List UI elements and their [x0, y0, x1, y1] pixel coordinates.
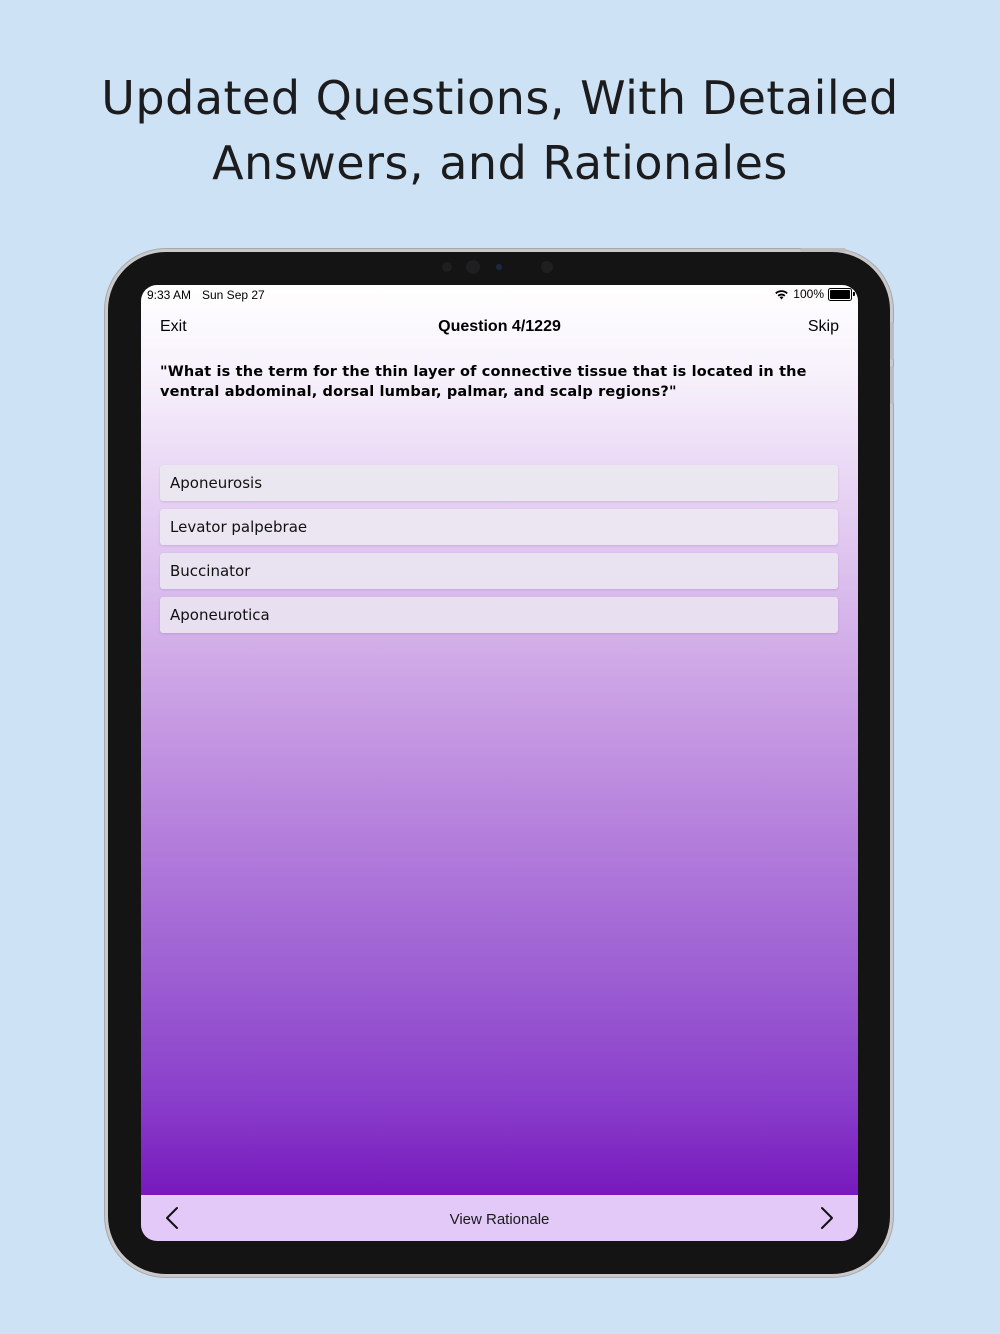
status-time: 9:33 AM — [147, 288, 192, 302]
headline-line-1: Updated Questions, With Detailed — [101, 71, 899, 125]
exit-button[interactable]: Exit — [160, 318, 187, 335]
answer-option-aponeurosis[interactable]: Aponeurosis — [160, 465, 838, 501]
answer-list — [160, 465, 838, 641]
headline-line-2: Answers, and Rationales — [212, 136, 788, 190]
answer-option-aponeurotica[interactable]: Aponeurotica — [160, 597, 838, 633]
camera-lens-icon — [466, 260, 480, 274]
camera-icon — [442, 262, 452, 272]
status-indicators — [774, 287, 852, 301]
navigation-bar — [141, 315, 858, 341]
volume-up-button — [890, 322, 894, 360]
top-button — [800, 248, 846, 252]
view-rationale-button[interactable] — [141, 1211, 858, 1228]
battery-level — [830, 290, 850, 299]
question-text: "What is the term for the thin layer of connective tissue that is located in the ventral abdominal, dorsal lumbar, palmar, and scalp regions?" — [160, 364, 807, 400]
chevron-right-icon[interactable] — [816, 1206, 836, 1230]
answer-option-buccinator[interactable]: Buccinator — [160, 553, 838, 589]
app-screen — [141, 285, 858, 1241]
sensor-dot-icon — [541, 261, 553, 273]
answer-option-levator-palpebrae[interactable]: Levator palpebrae — [160, 509, 838, 545]
status-bar — [141, 285, 858, 305]
status-date: Sun Sep 27 — [202, 288, 265, 302]
battery-icon — [828, 288, 852, 301]
bottom-toolbar — [141, 1195, 858, 1241]
battery-nub — [853, 292, 855, 296]
volume-down-button — [890, 366, 894, 404]
wifi-icon — [774, 289, 789, 300]
headline — [0, 66, 1000, 196]
view-rationale-label[interactable]: View Rationale — [449, 1211, 550, 1228]
question-counter-title: Question 4/1229 — [438, 318, 561, 335]
skip-button[interactable]: Skip — [807, 318, 839, 335]
battery-percent: 100% — [793, 287, 824, 301]
sensor-icon — [496, 264, 502, 270]
